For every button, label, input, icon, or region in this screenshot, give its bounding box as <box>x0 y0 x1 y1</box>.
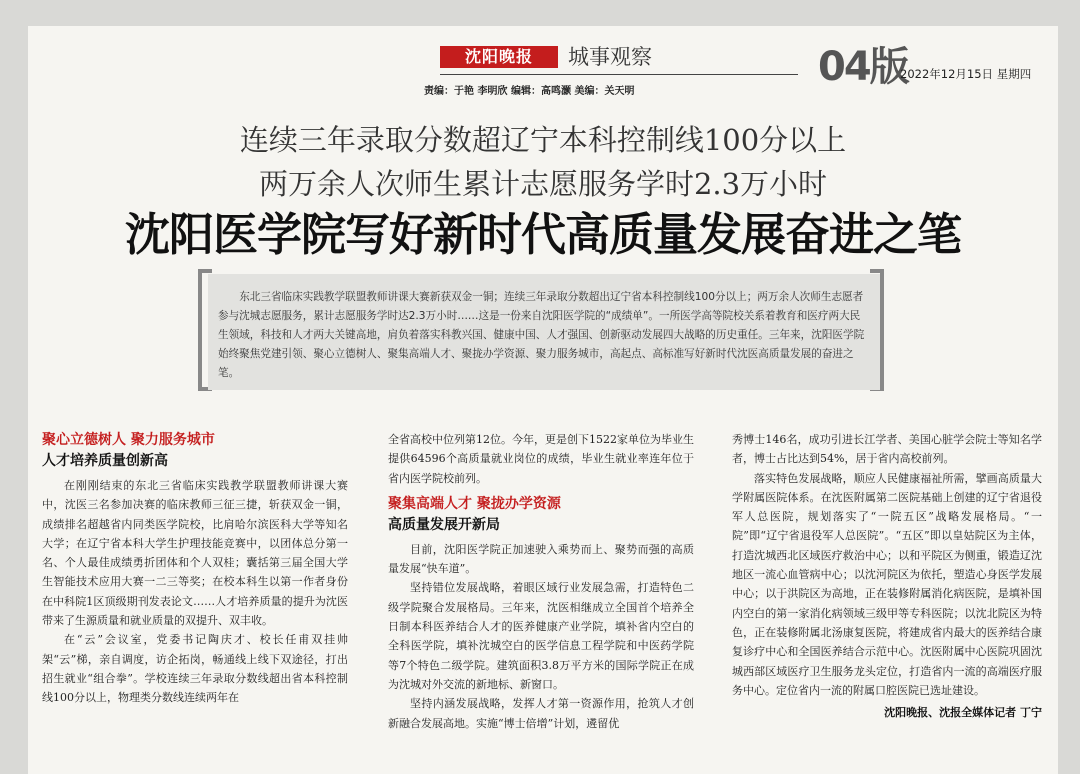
section1-paragraph-1: 在刚刚结束的东北三省临床实践教学联盟教师讲课大赛中，沈医三名参加决赛的临床教师三征三捷，斩获双金一铜，成绩排名超越省内同类医学院校，比肩哈尔滨医科大学等知名大学；在辽宁省本科大学生护理技能竞赛中，以团体总分第一名、个人最佳成绩勇折团体和个人双桂；囊括第三届全国大学生智能技术应用大赛一二三等奖；在校本科生以第一作者身份在中科院1区顶级期刊发表论文……人才培养质量的提升为沈医带来了生源质量和就业质量的双提升、双丰收。 <box>42 479 348 628</box>
lead-box <box>208 274 880 390</box>
section1-paragraph-2: 在“云”会议室，党委书记陶庆才、校长任甫双挂帅架“云”梯，亲自调度，访企拓岗，畅通线上线下双途径，打出招生就业“组合拳”。学校连续三年录取分数线超出省本科控制线100分以上，物理类分数线连续两年在 <box>42 633 348 705</box>
column-1 <box>42 430 348 770</box>
column-3 <box>732 430 1042 770</box>
headline: 沈阳医学院写好新时代高质量发展奋进之笔 <box>124 208 961 261</box>
newspaper-page <box>28 26 1058 774</box>
subtitle-2: 两万余人次师生累计志愿服务学时2.3万小时 <box>258 167 828 201</box>
byline: 沈阳晚报、沈报全媒体记者 丁宁 <box>884 706 1042 720</box>
masthead-rule <box>440 74 798 75</box>
section2-paragraph-1: 目前，沈阳医学院正加速驶入乘势而上、聚势而强的高质量发展“快车道”。 <box>388 542 694 576</box>
section2-paragraph-3: 坚持内涵发展战略，发挥人才第一资源作用，抢筑人才创新融合发展高地。实施“博士倍增”计划，遴留优 <box>388 697 694 730</box>
paper-logo: 沈阳晚报 <box>440 46 558 68</box>
column-3-paragraph-1: 秀博士146名，成功引进长江学者、美国心脏学会院士等知名学者，博士占比达到54%，居于省内高校前列。 <box>732 433 1042 466</box>
page-number: 04版 <box>818 44 908 90</box>
section2-kicker: 聚集高端人才 聚拢办学资源 <box>388 495 561 512</box>
section2-subhead: 高质量发展开新局 <box>388 516 500 533</box>
section2-paragraph-2: 坚持错位发展战略，着眼区域行业发展急需，打造特色二级学院聚合发展格局。三年来，沈医相继成立全国首个培养全日制本科医养结合人才的医养健康产业学院，填补省内空白的全科医学院，填补沈城空白的医学信息工程学院和中医药学院等7个特色二级学院。建筑面积3.8万平方米的国际学院正在成为沈城对外交流的新地标、新窗口。 <box>388 581 694 691</box>
lead-paragraph: 东北三省临床实践教学联盟教师讲课大赛新获双金一铜；连续三年录取分数超出辽宁省本科控制线100分以上；两万余人次师生志愿者参与沈城志愿服务，累计志愿服务学时达2.3万小时……这是一份来自沈阳医学院的“成绩单”。一所医学高等院校关系着教育和医疗两大民生领域，科技和人才两大关键高地，肩负着落实科教兴国、健康中国、人才强国、创新驱动发展四大战略的历史重任。三年来，沈阳医学院始终聚焦党建引领、聚心立德树人、聚集高端人才、聚拢办学资源、聚力服务城市，高起点、高标准写好新时代沈医高质量发展的奋进之笔。 <box>218 291 865 379</box>
editor-credits: 责编：于艳 李明欣 编辑：高鸣灏 美编：关天明 <box>424 86 635 97</box>
column-3-paragraph-2: 落实特色发展战略，顺应人民健康福祉所需，擘画高质量大学附属医院体系。在沈医附属第二医院基础上创建的辽宁省退役军人总医院，规划落实了“一院五区”战略发展格局。“一院”即“辽宁省退役军人总医院”。“五区”即以皇姑院区为主体，打造沈城西北区域医疗救治中心；以和平院区为侧重，锻造辽沈地区一流心血管病中心；以沈河院区为依托，塑造心身医学发展中心；以于洪院区为高地，正在装修附属消化病医院，是填补国内空白的第一家消化病领域三级甲等专科医院；以沈北院区为特色，正在装修附属北汤康复医院，将建成省内最大的医养结合康复诊疗中心和全国医养结合示范中心。沈医附属中心医院巩固沈城西部区域医疗卫生服务龙头定位，打造省内一流的高端医疗服务中心。定位省内一流的附属口腔医院已选址建设。 <box>732 471 1042 697</box>
column-2-continuation: 全省高校中位列第12位。今年，更是创下1522家单位为毕业生提供64596个高质量就业岗位的成绩，毕业生就业率连年位于省内医学院校前列。 <box>388 433 694 485</box>
subtitle-1: 连续三年录取分数超辽宁本科控制线100分以上 <box>239 123 847 157</box>
column-2 <box>388 430 694 770</box>
issue-date: 2022年12月15日 星期四 <box>900 67 1032 81</box>
section-title: 城事观察 <box>568 45 652 69</box>
section1-kicker: 聚心立德树人 聚力服务城市 <box>42 432 215 448</box>
section1-subhead: 人才培养质量创新高 <box>42 453 168 469</box>
